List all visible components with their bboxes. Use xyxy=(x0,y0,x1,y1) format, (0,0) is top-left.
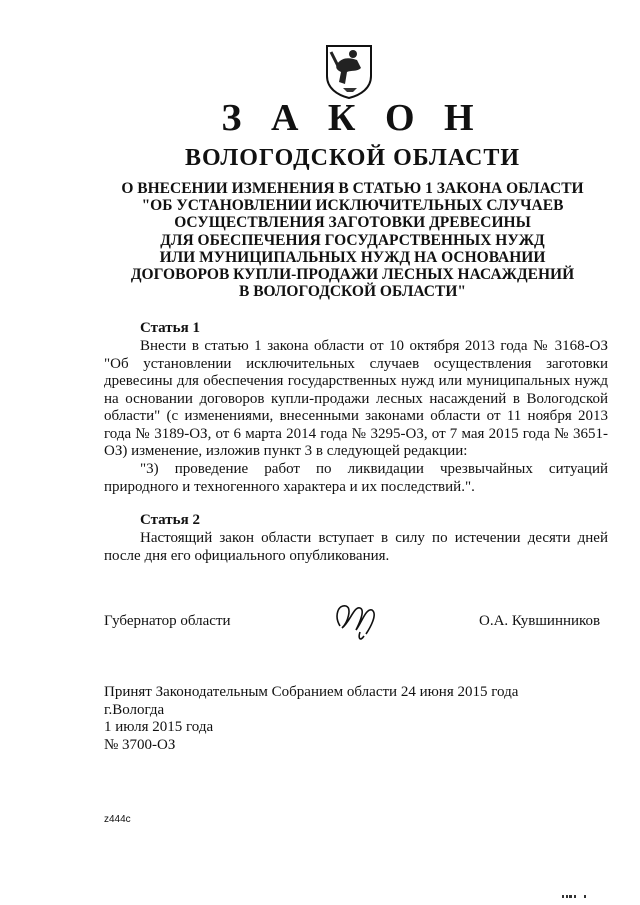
signatory-position: Губернатор области xyxy=(104,613,231,629)
document-region: ВОЛОГОДСКОЙ ОБЛАСТИ xyxy=(184,145,521,171)
article-2-text: Настоящий закон области вступает в силу по истечении десяти дней после дня его официального опубликования. xyxy=(104,530,608,564)
article-2-heading: Статья 2 xyxy=(140,512,200,528)
signing-date: 1 июля 2015 года xyxy=(104,719,214,735)
document-title: З А К О Н xyxy=(221,97,484,139)
subtitle-line: В ВОЛОГОДСКОЙ ОБЛАСТИ" xyxy=(239,283,466,301)
subtitle-line: ДЛЯ ОБЕСПЕЧЕНИЯ ГОСУДАРСТВЕННЫХ НУЖД xyxy=(160,231,545,249)
subtitle-line: ИЛИ МУНИЦИПАЛЬНЫХ НУЖД НА ОСНОВАНИИ xyxy=(159,248,546,266)
law-number: № 3700-ОЗ xyxy=(104,736,176,753)
city: г.Вологда xyxy=(104,701,165,718)
document-code: z444c xyxy=(104,814,131,825)
signatory-name: О.А. Кувшинников xyxy=(479,613,601,629)
subtitle-line: ДОГОВОРОВ КУПЛИ-ПРОДАЖИ ЛЕСНЫХ НАСАЖДЕНИЙ xyxy=(130,266,575,284)
coat-of-arms-icon xyxy=(323,42,375,100)
subtitle-line: ОСУЩЕСТВЛЕНИЯ ЗАГОТОВКИ ДРЕВЕСИНЫ xyxy=(174,214,531,232)
article-1-text: Внести в статью 1 закона области от 10 октября 2013 года № 3168-ОЗ "Об установлении исключительных случаев осуществления заготовки древесины для обеспечения государственных нужд или муниципальных нужд на основании договоров купли-продажи лесных насаждений в Вологодской области" (с изменениями, внесенными законами области от 11 ноября 2013 года № 3189-ОЗ, от 6 марта 2014 года № 3295-ОЗ, от 7 мая 2015 года № 3651-ОЗ) изменение, изложив пункт 3 в следующей редакции: xyxy=(104,338,608,459)
adoption-note: Принят Законодательным Собранием области 24 июня 2015 года xyxy=(104,684,519,700)
scan-mark-icon xyxy=(562,895,592,898)
subtitle-line: "ОБ УСТАНОВЛЕНИИ ИСКЛЮЧИТЕЛЬНЫХ СЛУЧАЕВ xyxy=(141,197,564,215)
handwritten-signature-icon xyxy=(330,596,382,644)
document-footer xyxy=(104,684,518,754)
subtitle-line: О ВНЕСЕНИИ ИЗМЕНЕНИЯ В СТАТЬЮ 1 ЗАКОНА ОБЛАСТИ xyxy=(121,180,584,197)
article-1-quote: "3) проведение работ по ликвидации чрезвычайных ситуаций природного и техногенного характера и их последствий.". xyxy=(104,461,608,495)
article-1-heading: Статья 1 xyxy=(140,320,200,336)
document-subtitle xyxy=(0,180,640,300)
